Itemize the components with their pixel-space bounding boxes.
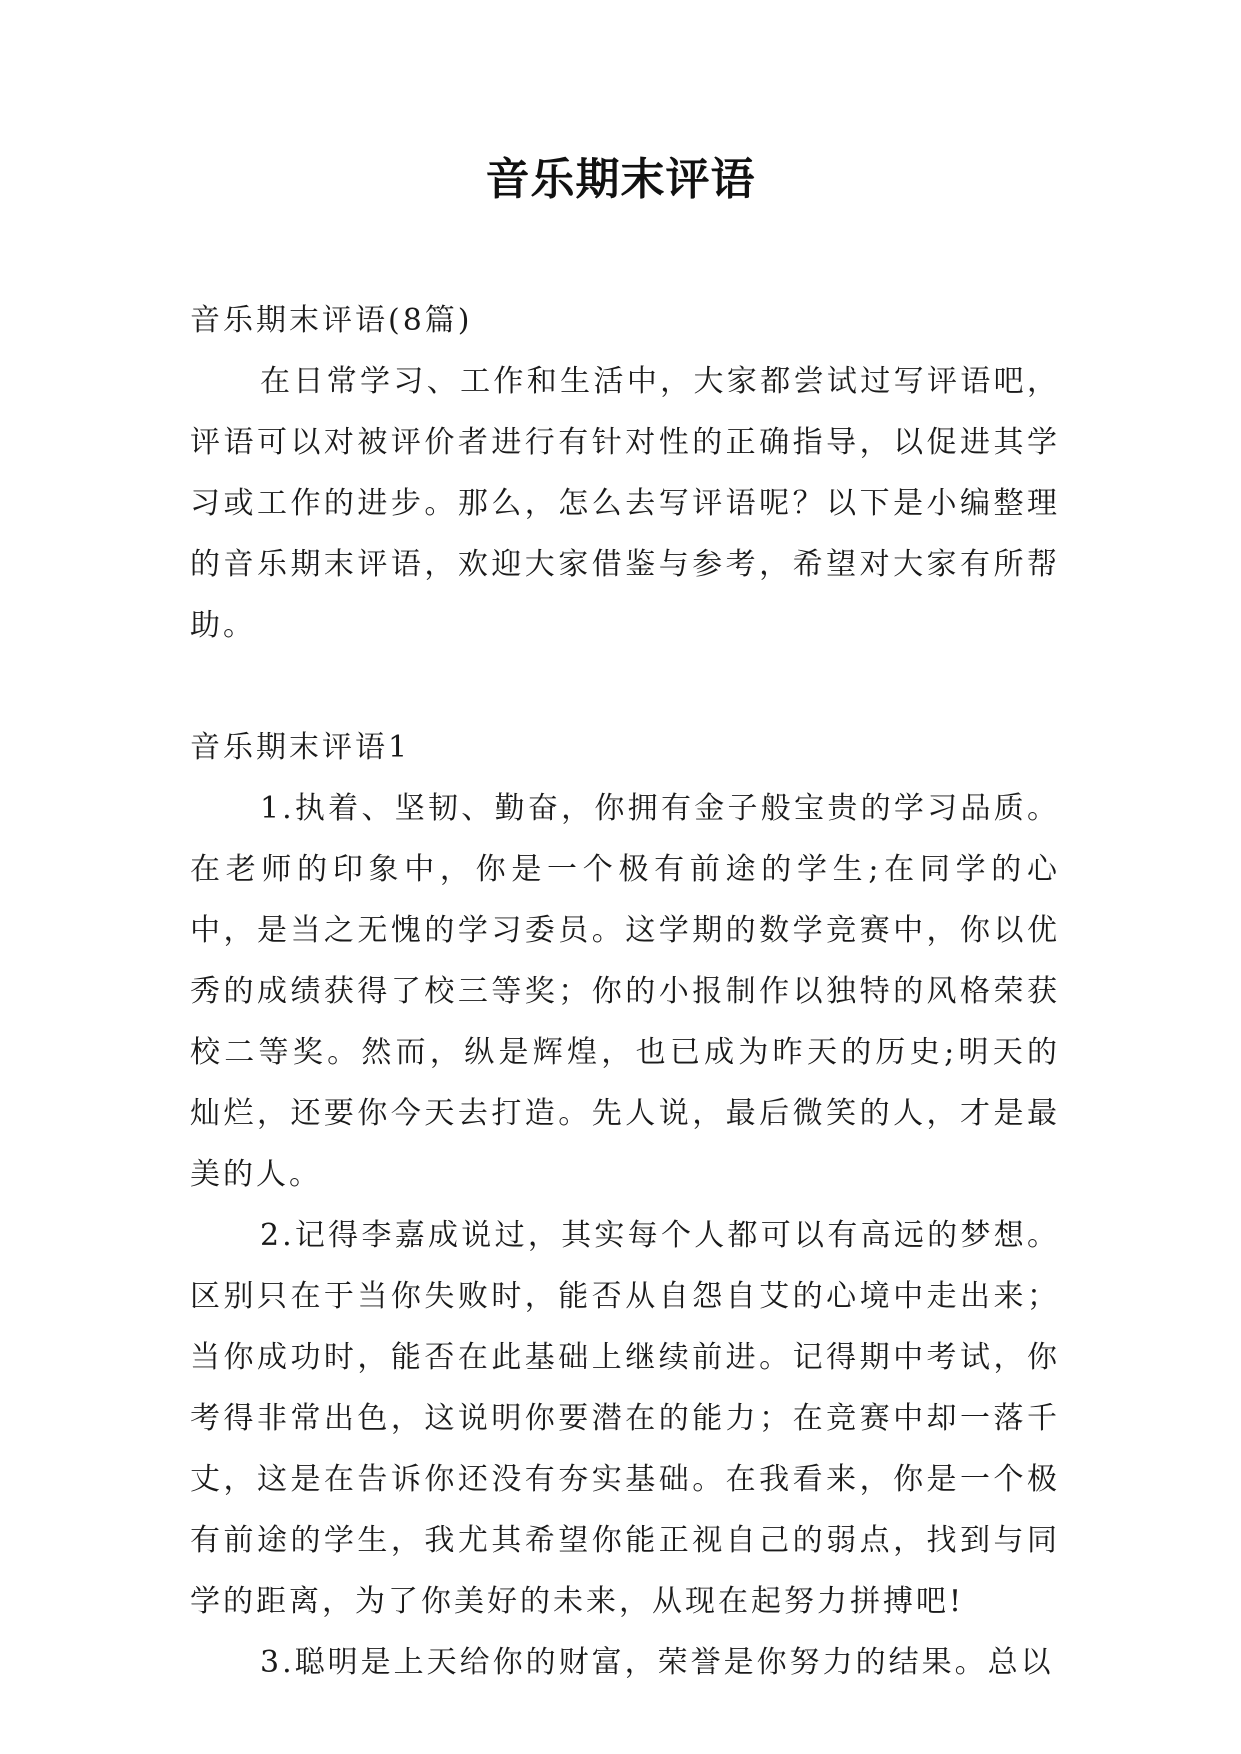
document-body: [190, 290, 1060, 1693]
comment-item-2: 2.记得李嘉成说过，其实每个人都可以有高远的梦想。区别只在于当你失败时，能否从自怨自艾的心境中走出来；当你成功时，能否在此基础上继续前进。记得期中考试，你考得非常出色，这说明你要潜在的能力；在竞赛中却一落千丈，这是在告诉你还没有夯实基础。在我看来，你是一个极有前途的学生，我尤其希望你能正视自己的弱点，找到与同学的距离，为了你美好的未来，从现在起努力拼搏吧!: [190, 1218, 1060, 1619]
section-spacer: [190, 656, 1060, 717]
comment-item-3: 3.聪明是上天给你的财富，荣誉是你努力的结果。总以: [260, 1645, 1054, 1680]
comment-item-1: 1.执着、坚韧、勤奋，你拥有金子般宝贵的学习品质。在老师的印象中，你是一个极有前途的学生;在同学的心中，是当之无愧的学习委员。这学期的数学竞赛中，你以优秀的成绩获得了校三等奖；你的小报制作以独特的风格荣获校二等奖。然而，纵是辉煌，也已成为昨天的历史;明天的灿烂，还要你今天去打造。先人说，最后微笑的人，才是最美的人。: [190, 791, 1060, 1192]
document-title: 音乐期末评语: [485, 154, 756, 205]
section-heading: 音乐期末评语1: [190, 730, 411, 765]
document-subtitle: 音乐期末评语(8篇): [190, 303, 473, 338]
intro-paragraph: 在日常学习、工作和生活中，大家都尝试过写评语吧，评语可以对被评价者进行有针对性的正确指导，以促进其学习或工作的进步。那么，怎么去写评语呢？以下是小编整理的音乐期末评语，欢迎大家借鉴与参考，希望对大家有所帮助。: [190, 364, 1060, 643]
